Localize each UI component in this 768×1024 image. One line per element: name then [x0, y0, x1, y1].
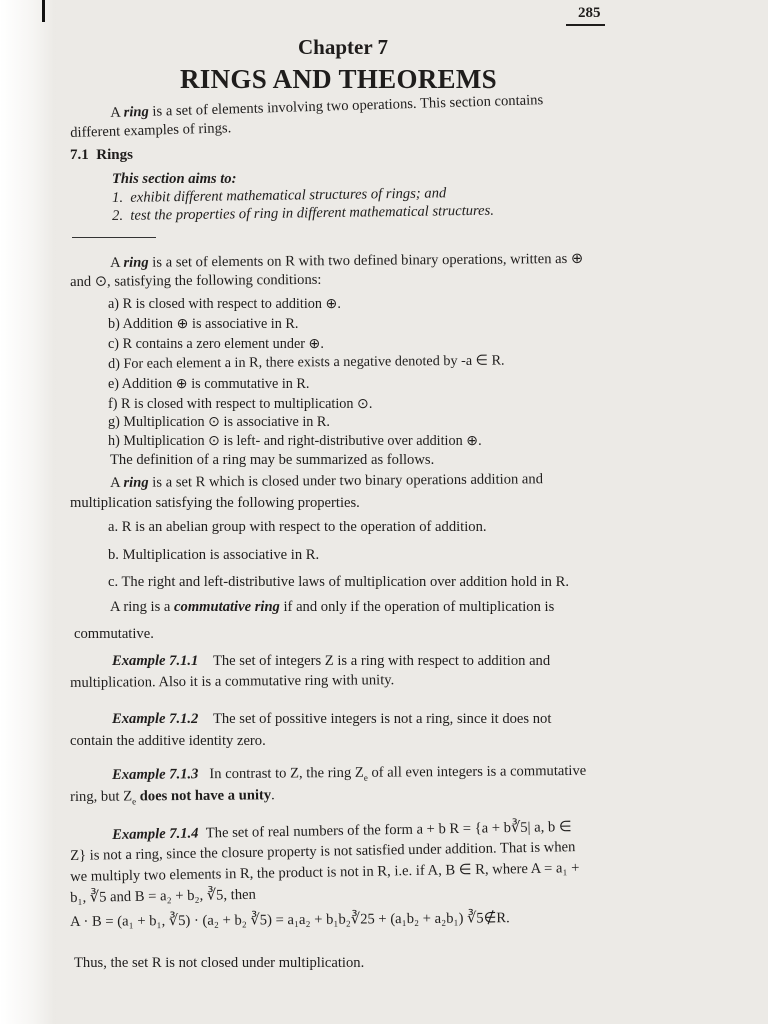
section-title: Rings	[96, 147, 133, 163]
condition-item: f) R is closed with respect to multiplication ⊙.	[108, 396, 373, 412]
commutative-line-1	[110, 598, 554, 617]
example-label: Example 7.1.3	[112, 766, 199, 783]
example-text-end: of all even integers is a commutative	[367, 762, 587, 781]
summary-line-2: multiplication satisfying the following properties.	[70, 495, 360, 511]
page-number: 285	[566, 4, 605, 26]
aims-heading: This section aims to:	[112, 171, 237, 187]
chapter-label: Chapter 7	[298, 35, 389, 59]
example-line-1	[112, 762, 586, 787]
aims-item-text: test the properties of ring in different mathematical structures.	[130, 202, 495, 224]
example-conclusion: Thus, the set R is not closed under multiplication.	[74, 955, 365, 971]
example-equation: A · B = (a₁ + b₁, ∛5) · (a₂ + b₂ ∛5) = a₁a₂ + b₁b₂∛25 + (a₁b₂ + a₂b₁) ∛5∉R.	[70, 910, 510, 930]
aims-item-text: exhibit different mathematical structures of rings; and	[130, 185, 447, 206]
example-line-2: contain the additive identity zero.	[70, 733, 266, 749]
condition-item: c) R contains a zero element under ⊕.	[108, 336, 324, 352]
property-item: a. R is an abelian group with respect to the operation of addition.	[108, 519, 487, 535]
example-subscript: e	[363, 772, 368, 783]
intro-line-2: different examples of rings.	[70, 120, 232, 141]
example-line-1	[112, 710, 551, 729]
example-label: Example 7.1.2	[112, 711, 199, 727]
condition-item: d) For each element a in R, there exists a negative denoted by -a ∈ R.	[108, 352, 505, 372]
summary-term: ring	[123, 474, 149, 491]
commutative-term: commutative ring	[174, 599, 280, 615]
section-heading	[70, 146, 133, 166]
example-line-2	[70, 786, 275, 808]
aims-item-number: 2.	[112, 207, 124, 224]
condition-item: h) Multiplication ⊙ is left- and right-distributive over addition ⊕.	[108, 433, 482, 449]
property-item: c. The right and left-distributive laws of multiplication over addition hold in R.	[108, 574, 569, 590]
example-text: The set of integers Z is a ring with respect to addition and	[212, 653, 551, 669]
intro-text: A	[110, 104, 124, 121]
example-emphasis: does not have a unity	[136, 787, 272, 805]
section-divider	[72, 237, 156, 238]
definition-text: A	[110, 254, 124, 271]
summary-line-1	[110, 470, 543, 493]
condition-item: g) Multiplication ⊙ is associative in R.	[108, 414, 330, 430]
example-line-4: b₁, ∛5 and B = a₂ + b₂, ∛5, then	[70, 886, 256, 906]
example-text: The set of possitive integers is not a ring, since it does not	[212, 711, 552, 727]
summary-text-rest: is a set R which is closed under two binary operations addition and	[148, 471, 544, 491]
example-text: In contrast to Z, the ring Z	[209, 764, 364, 783]
commutative-text: A ring is a	[110, 599, 175, 615]
chapter-title: RINGS AND THEOREMS	[180, 64, 497, 94]
example-label: Example 7.1.1	[112, 653, 199, 669]
example-line-1	[112, 652, 550, 671]
aims-item-number: 1.	[112, 189, 124, 206]
example-line-3: we multiply two elements in R, the product is not in R, i.e. if A, B ∈ R, where A = a₁ +	[70, 860, 580, 885]
example-subscript: e	[132, 796, 137, 807]
condition-item: b) Addition ⊕ is associative in R.	[108, 316, 299, 332]
definition-term: ring	[123, 254, 149, 271]
summary-text: A	[110, 474, 124, 491]
intro-term: ring	[123, 103, 150, 121]
commutative-line-2: commutative.	[74, 626, 154, 642]
condition-item: a) R is closed with respect to addition ⊕.	[108, 296, 341, 312]
aims-item	[112, 202, 494, 226]
section-number: 7.1	[70, 147, 89, 163]
definition-line-1	[110, 250, 583, 273]
property-item: b. Multiplication is associative in R.	[108, 547, 320, 563]
definition-text-rest: is a set of elements on R with two defined binary operations, written as ⊕	[148, 250, 584, 271]
example-label: Example 7.1.4	[112, 825, 199, 843]
example-text-end: .	[271, 787, 275, 804]
condition-item: e) Addition ⊕ is commutative in R.	[108, 376, 310, 392]
commutative-text-rest: if and only if the operation of multiplication is	[279, 599, 555, 615]
example-text: The set of real numbers of the form a + b R = {a + b∛5| a, b ∈	[205, 818, 572, 842]
intro-text-rest: is a set of elements involving two operations. This section contains	[148, 92, 544, 120]
example-line-2: Z} is not a ring, since the closure property is not satisfied under addition. That is when	[70, 839, 576, 864]
definition-line-2: and ⊙, satisfying the following conditions:	[70, 271, 322, 290]
definition-summary: The definition of a ring may be summarized as follows.	[110, 452, 435, 468]
example-line-2: multiplication. Also it is a commutative ring with unity.	[70, 672, 395, 691]
example-text: ring, but Z	[70, 788, 133, 805]
